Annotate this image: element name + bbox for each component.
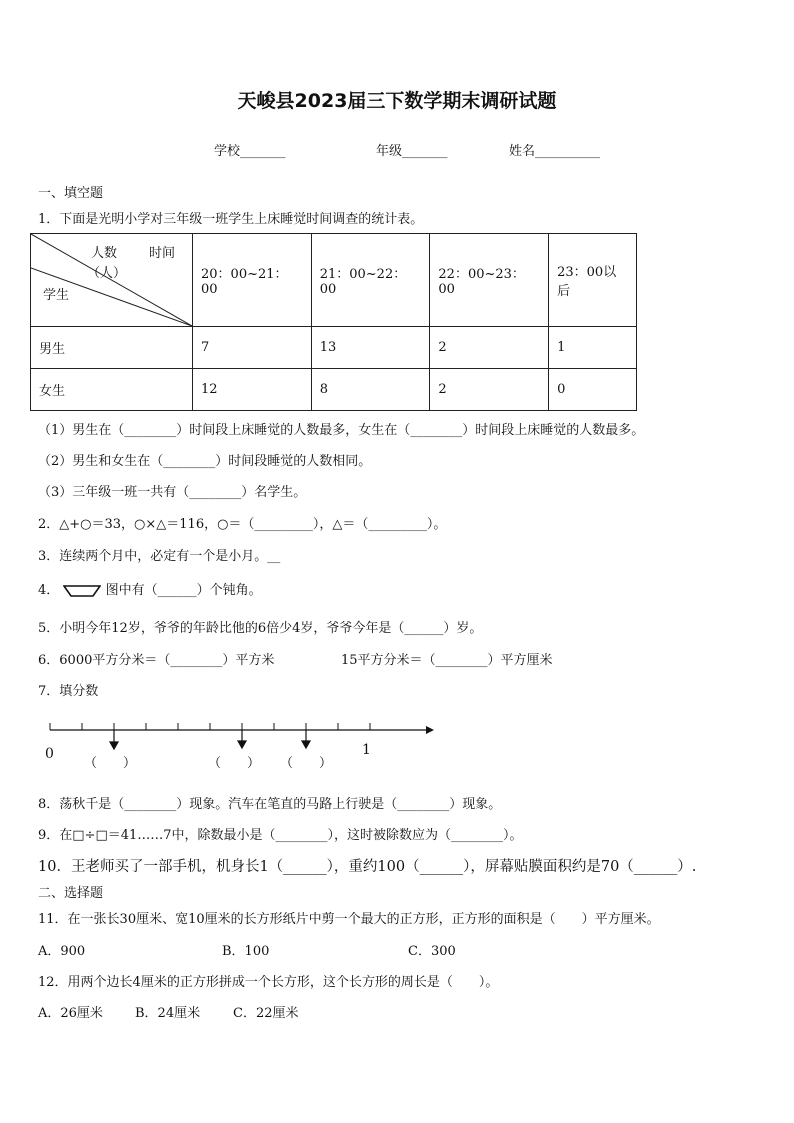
number-line-blank: （ ）	[280, 756, 333, 771]
question-6-part-a: 6．6000平方分米＝（________）平方米	[38, 653, 275, 668]
question-11-option-c: C．300	[408, 944, 456, 959]
table-cell: 8	[311, 369, 430, 411]
table-cell: 13	[311, 327, 430, 369]
question-11-option-b: B．100	[222, 944, 270, 959]
question-12: 12．用两个边长4厘米的正方形拼成一个长方形，这个长方形的周长是（ ）。	[38, 975, 499, 990]
table-cell: 1	[549, 327, 637, 369]
question-1-part-2: （2）男生和女生在（________）时间段睡觉的人数相同。	[38, 454, 372, 469]
stats-table	[30, 233, 637, 411]
question-9: 9．在□÷□＝41……7中，除数最小是（________），这时被除数应为（________）。	[38, 828, 523, 843]
number-line-blank: （ ）	[84, 756, 137, 771]
question-1-part-3: （3）三年级一班一共有（________）名学生。	[38, 485, 307, 500]
number-line-start: 0	[45, 746, 54, 762]
trapezoid-icon	[63, 584, 101, 598]
corner-count-label: 人数	[91, 246, 118, 261]
table-cell: 2	[430, 369, 549, 411]
table-header-row	[31, 234, 637, 327]
table-cell: 2	[430, 327, 549, 369]
table-cell: 0	[549, 369, 637, 411]
table-cell: 7	[193, 327, 312, 369]
section-choice: 二、选择题	[38, 886, 104, 901]
question-7: 7．填分数	[38, 684, 99, 699]
corner-time-label: 时间	[149, 246, 176, 261]
number-line-blank: （ ）	[208, 756, 261, 771]
question-2: 2．△+○＝33，○×△＝116，○＝（_________），△＝（_________）。	[38, 517, 447, 532]
question-1: 1．下面是光明小学对三年级一班学生上床睡觉时间调查的统计表。	[38, 212, 424, 227]
number-line	[40, 714, 440, 754]
question-12-option-c: C．22厘米	[233, 1006, 299, 1021]
page-title: 天峻县2023届三下数学期末调研试题	[237, 90, 557, 112]
table-row	[31, 369, 637, 411]
corner-student-label: 学生	[43, 288, 70, 303]
question-5: 5．小明今年12岁，爷爷的年龄比他的6倍少4岁，爷爷今年是（______）岁。	[38, 621, 483, 636]
school-field: 学校_______	[214, 144, 286, 159]
column-header: 20：00~21：00	[193, 234, 312, 327]
corner-unit-label: （人）	[87, 266, 127, 281]
question-10: 10．王老师买了一部手机，机身长1（______），重约100（______），屏幕贴膜面积约是70（______）.	[38, 859, 697, 875]
number-line-end: 1	[362, 742, 371, 758]
question-11: 11．在一张长30厘米、宽10厘米的长方形纸片中剪一个最大的正方形，正方形的面积是（ ）平方厘米。	[38, 912, 660, 927]
question-4-number: 4．	[38, 583, 60, 598]
question-4	[38, 579, 262, 598]
question-4-text: 图中有（______）个钝角。	[105, 583, 262, 598]
table-row	[31, 327, 637, 369]
row-label: 男生	[31, 327, 193, 369]
question-11-option-a: A．900	[38, 944, 86, 959]
question-8: 8．荡秋千是（________）现象。汽车在笔直的马路上行驶是（________）现象。	[38, 797, 502, 812]
question-6-part-b: 15平方分米＝（________）平方厘米	[341, 653, 553, 668]
table-corner-cell	[31, 234, 193, 327]
row-label: 女生	[31, 369, 193, 411]
column-header: 22：00~23：00	[430, 234, 549, 327]
table-cell: 12	[193, 369, 312, 411]
question-1-part-1: （1）男生在（________）时间段上床睡觉的人数最多，女生在（________）时间段上床睡觉的人数最多。	[38, 423, 645, 438]
section-fill-blank: 一、填空题	[38, 186, 104, 201]
grade-field: 年级_______	[376, 144, 448, 159]
question-3: 3．连续两个月中，必定有一个是小月。__	[38, 549, 281, 564]
column-header: 21：00~22：00	[311, 234, 430, 327]
question-12-option-b: B．24厘米	[135, 1006, 201, 1021]
question-12-option-a: A．26厘米	[38, 1006, 103, 1021]
column-header: 23：00以后	[549, 234, 637, 327]
name-field: 姓名__________	[509, 144, 601, 159]
